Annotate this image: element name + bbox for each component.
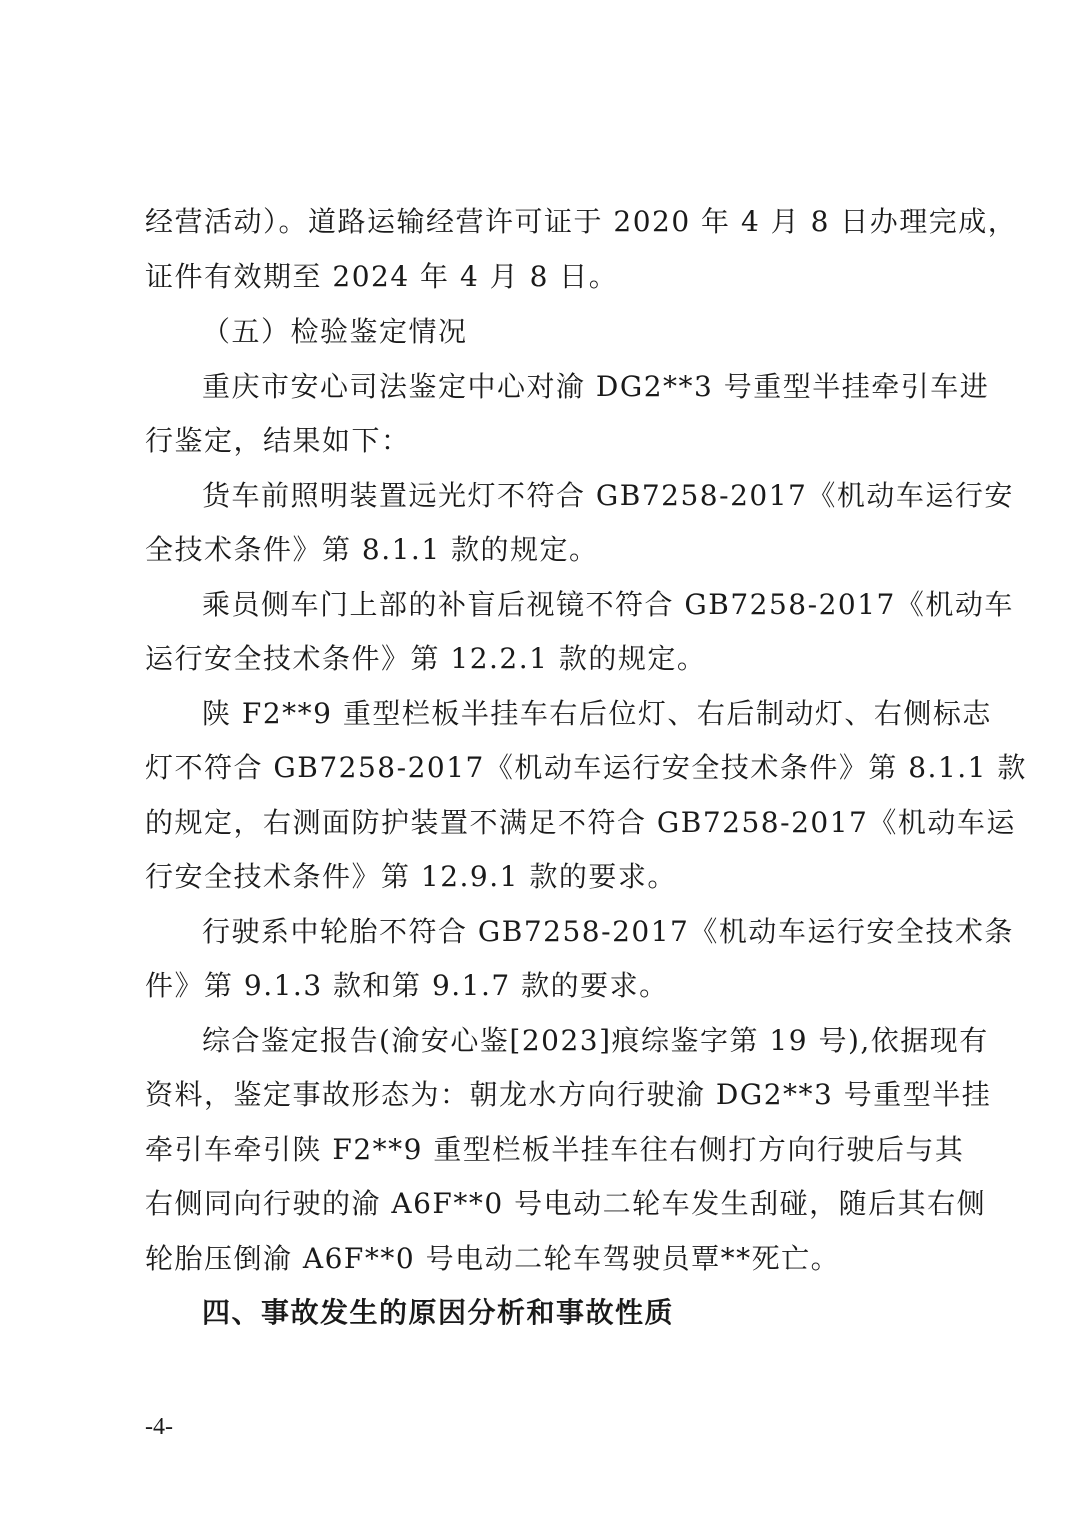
paragraph-line: 经营活动）。道路运输经营许可证于 2020 年 4 月 8 日办理完成， (145, 205, 1018, 238)
paragraph-line: 乘员侧车门上部的补盲后视镜不符合 GB7258-2017《机动车 (202, 588, 1014, 621)
section-heading: 四、事故发生的原因分析和事故性质 (202, 1296, 675, 1329)
paragraph-line: 行安全技术条件》第 12.9.1 款的要求。 (145, 860, 677, 893)
paragraph-line: 件》第 9.1.3 款和第 9.1.7 款的要求。 (145, 969, 669, 1002)
paragraph-line: 灯不符合 GB7258-2017《机动车运行安全技术条件》第 8.1.1 款 (145, 751, 1027, 784)
paragraph-line: 牵引车牵引陕 F2**9 重型栏板半挂车往右侧打方向行驶后与其 (145, 1133, 965, 1166)
paragraph-line: 资料，鉴定事故形态为：朝龙水方向行驶渝 DG2**3 号重型半挂 (145, 1078, 992, 1111)
paragraph-line: 行驶系中轮胎不符合 GB7258-2017《机动车运行安全技术条 (202, 915, 1014, 948)
paragraph-line: 轮胎压倒渝 A6F**0 号电动二轮车驾驶员覃**死亡。 (145, 1242, 841, 1275)
paragraph-line: 行鉴定，结果如下： (145, 424, 411, 457)
paragraph-line: 陕 F2**9 重型栏板半挂车右后位灯、右后制动灯、右侧标志 (202, 697, 992, 730)
paragraph-line: 重庆市安心司法鉴定中心对渝 DG2**3 号重型半挂牵引车进 (202, 370, 990, 403)
paragraph-line: 的规定，右测面防护装置不满足不符合 GB7258-2017《机动车运 (145, 806, 1016, 839)
paragraph-line: 货车前照明装置远光灯不符合 GB7258-2017《机动车运行安 (202, 479, 1014, 512)
paragraph-line: 右侧同向行驶的渝 A6F**0 号电动二轮车发生刮碰，随后其右侧 (145, 1187, 987, 1220)
paragraph-line: 全技术条件》第 8.1.1 款的规定。 (145, 533, 599, 566)
paragraph-line: 运行安全技术条件》第 12.2.1 款的规定。 (145, 642, 707, 675)
paragraph-line: 证件有效期至 2024 年 4 月 8 日。 (145, 260, 619, 293)
paragraph-line: 综合鉴定报告(渝安心鉴[2023]痕综鉴字第 19 号),依据现有 (202, 1024, 989, 1057)
section-subheading: （五）检验鉴定情况 (202, 315, 468, 348)
page-number: -4- (145, 1414, 173, 1440)
